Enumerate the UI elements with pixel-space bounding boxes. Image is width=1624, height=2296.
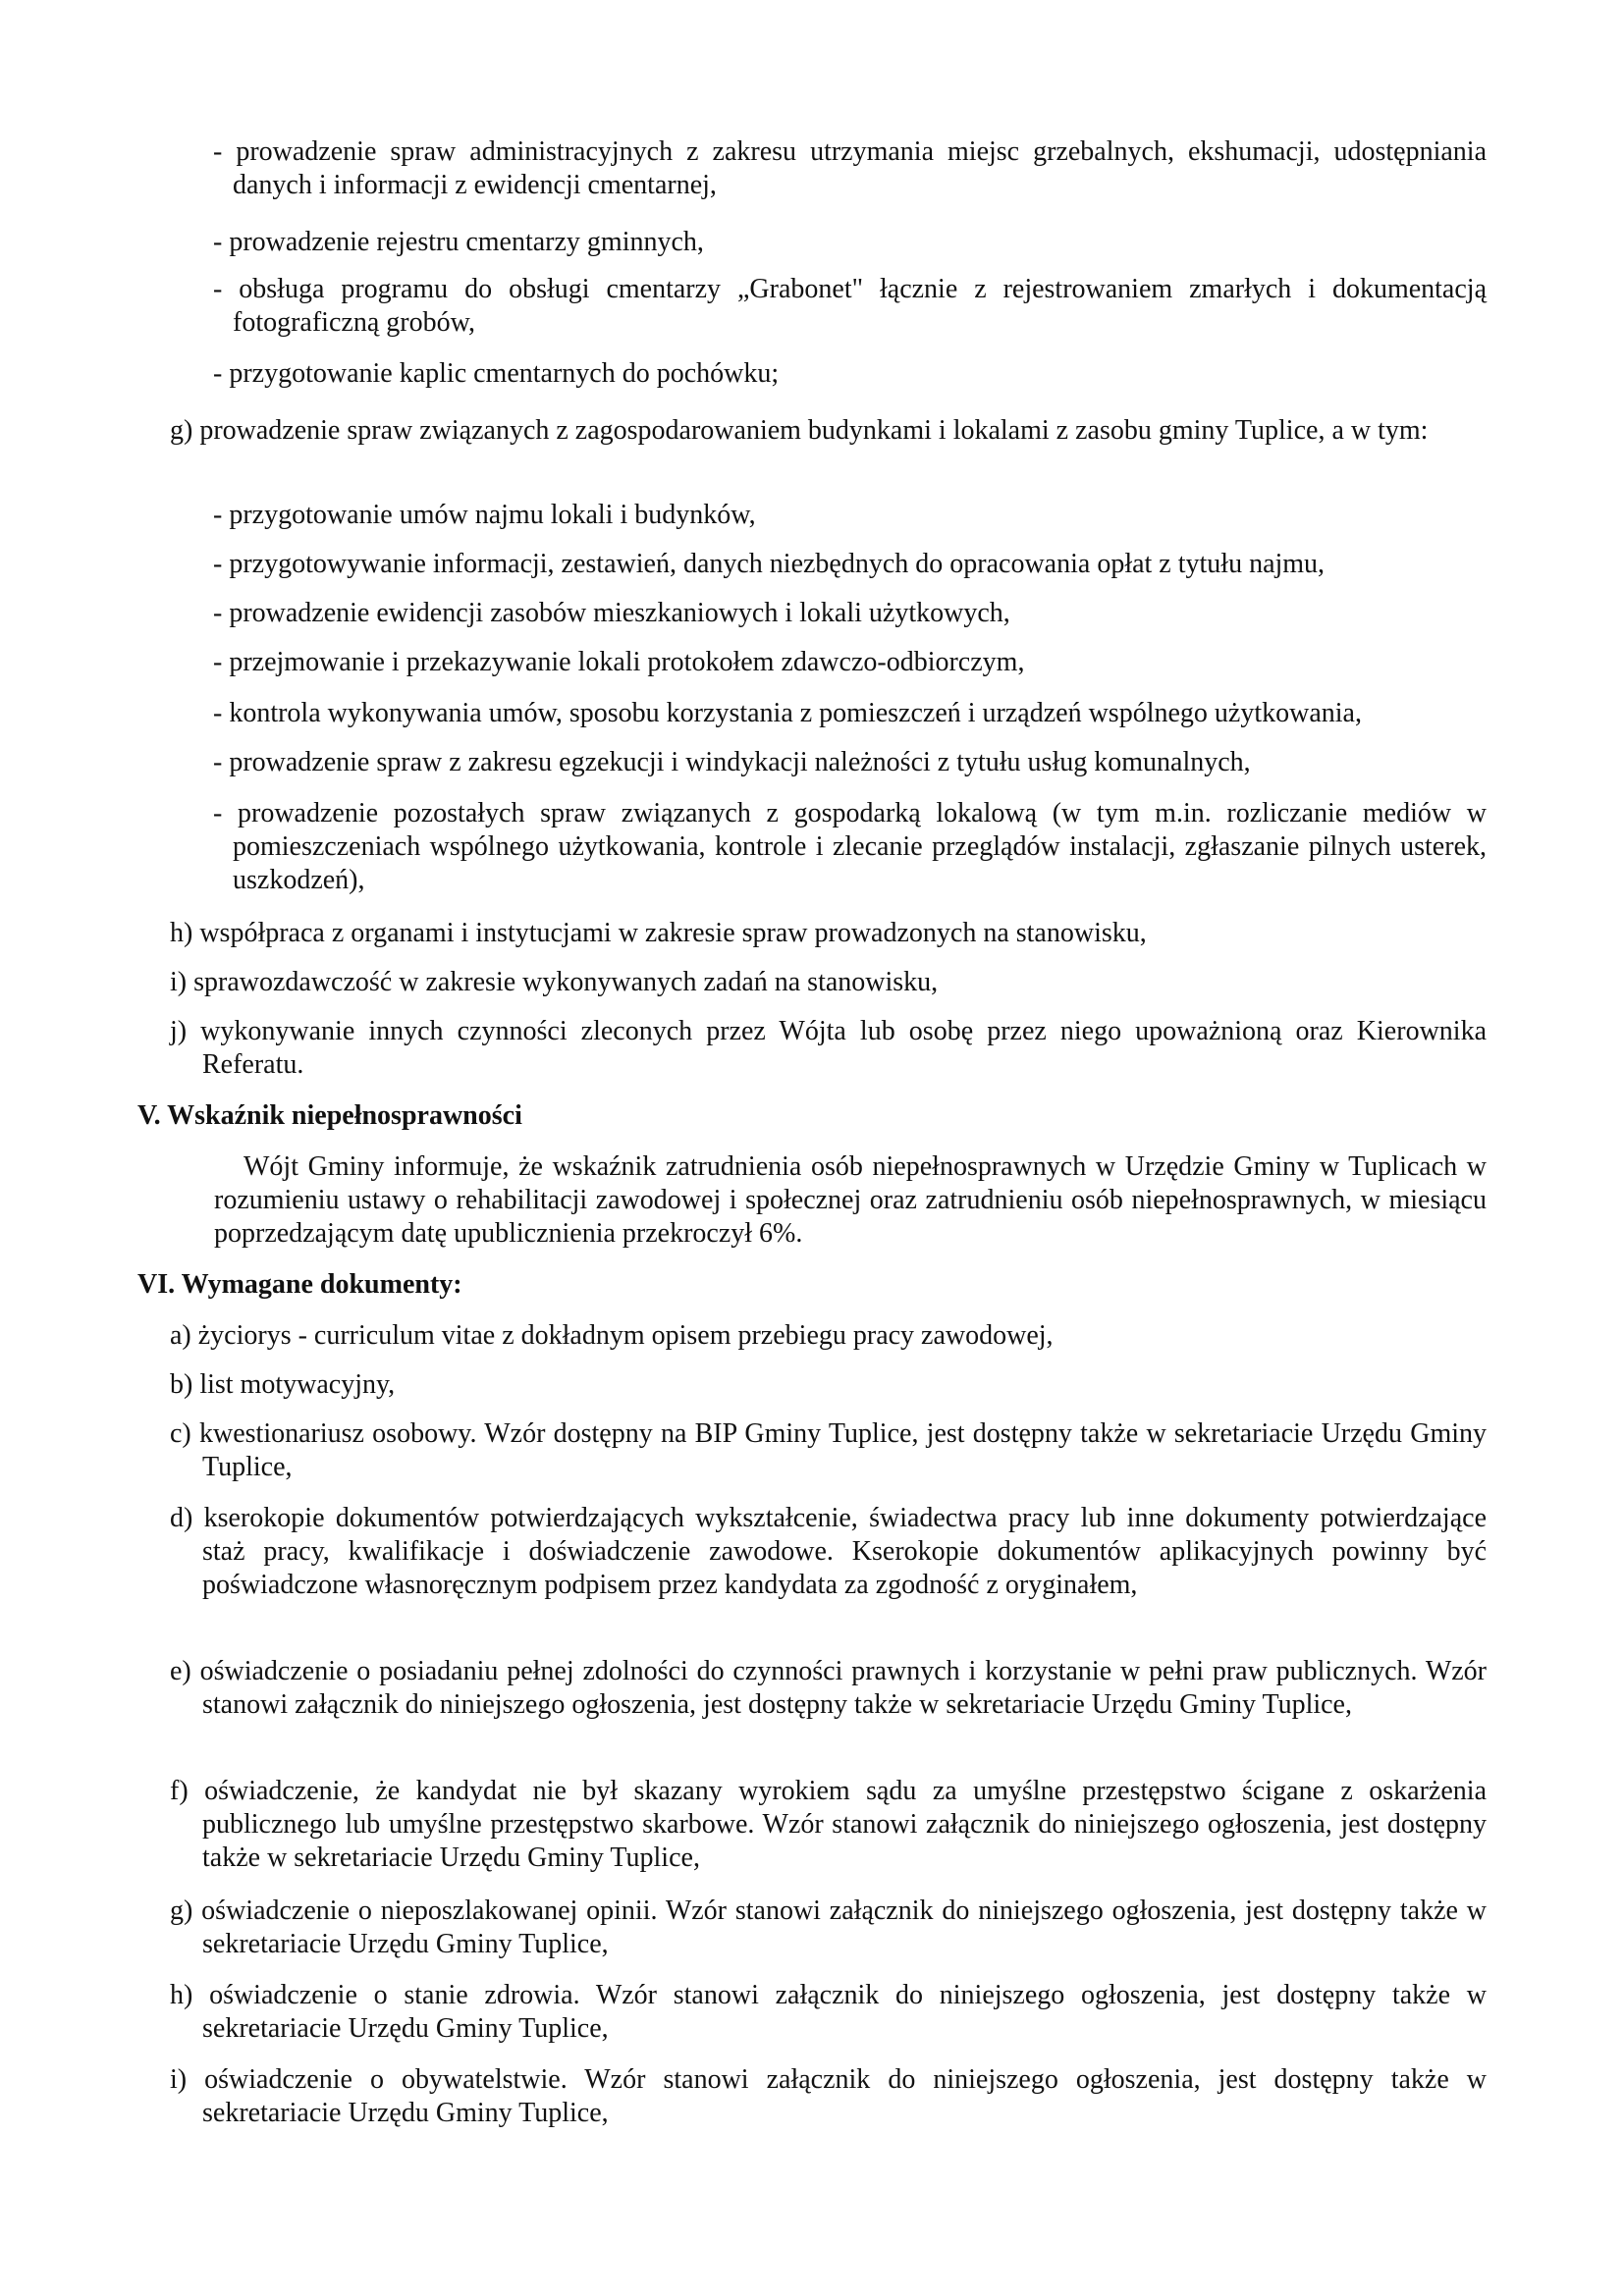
section-heading-v: V. Wskaźnik niepełnosprawności [137,1100,522,1131]
list-item-g: g) prowadzenie spraw związanych z zagospodarowaniem budynkami i lokalami z zasobu gminy Tuplice, a w tym: [170,415,1429,446]
list-item-f: f) oświadczenie, że kandydat nie był skazany wyrokiem sądu za umyślne przestępstwo ścigane z oskarżenia publicznego lub umyślne przestępstwo skarbowe. Wzór stanowi załącznik do niniejszego ogłoszenia, jest dostępny także w sekretariacie Urzędu Gminy Tuplice, [170,1776,1487,1873]
list-item-a: a) życiorys - curriculum vitae z dokładnym opisem przebiegu pracy zawodowej, [170,1320,1054,1351]
section-heading-vi: VI. Wymagane dokumenty: [137,1269,462,1300]
list-item-e: e) oświadczenie o posiadaniu pełnej zdolności do czynności prawnych i korzystanie w pełni praw publicznych. Wzór stanowi załącznik do niniejszego ogłoszenia, jest dostępny także w sekretariacie Urzędu Gminy Tuplice, [170,1656,1487,1720]
list-item: - prowadzenie ewidencji zasobów mieszkaniowych i lokali użytkowych, [213,598,1010,628]
list-item: - obsługa programu do obsługi cmentarzy „Grabonet" łącznie z rejestrowaniem zmarłych i dokumentacją fotograficzną grobów, [213,274,1487,338]
list-item-h: h) współpraca z organami i instytucjami w zakresie spraw prowadzonych na stanowisku, [170,918,1147,948]
list-item: - prowadzenie spraw administracyjnych z zakresu utrzymania miejsc grzebalnych, ekshumacji, udostępniania danych i informacji z ewidencji cmentarnej, [213,136,1487,200]
list-item: - przygotowanie kaplic cmentarnych do pochówku; [213,358,780,389]
list-item-j: j) wykonywanie innych czynności zleconych przez Wójta lub osobę przez niego upoważnioną oraz Kierownika Referatu. [170,1016,1487,1080]
list-item-b: b) list motywacyjny, [170,1369,396,1400]
list-item: - prowadzenie rejestru cmentarzy gminnych, [213,227,704,257]
list-item-c: c) kwestionariusz osobowy. Wzór dostępny na BIP Gminy Tuplice, jest dostępny także w sekretariacie Urzędu Gminy Tuplice, [170,1418,1487,1482]
list-item: - kontrola wykonywania umów, sposobu korzystania z pomieszczeń i urządzeń wspólnego użytkowania, [213,698,1362,728]
section-v-text: Wójt Gminy informuje, że wskaźnik zatrudnienia osób niepełnosprawnych w Urzędzie Gminy w Tuplicach w rozumieniu ustawy o rehabilitacji zawodowej i społecznej oraz zatrudnieniu osób niepełnosprawnych, w miesiącu poprzedzającym datę upublicznienia przekroczył 6%. [214,1151,1487,1249]
list-item: - przygotowywanie informacji, zestawień, danych niezbędnych do opracowania opłat z tytułu najmu, [213,549,1326,579]
list-item-h: h) oświadczenie o stanie zdrowia. Wzór stanowi załącznik do niniejszego ogłoszenia, jest dostępny także w sekretariacie Urzędu Gminy Tuplice, [170,1980,1487,2044]
list-item-d: d) kserokopie dokumentów potwierdzających wykształcenie, świadectwa pracy lub inne dokumenty potwierdzające staż pracy, kwalifikacje i doświadczenie zawodowe. Kserokopie dokumentów aplikacyjnych powinny być poświadczone własnoręcznym podpisem przez kandydata za zgodność z oryginałem, [170,1503,1487,1600]
list-item-i: i) sprawozdawczość w zakresie wykonywanych zadań na stanowisku, [170,967,939,997]
list-item: - przejmowanie i przekazywanie lokali protokołem zdawczo-odbiorczym, [213,647,1025,677]
list-item: - przygotowanie umów najmu lokali i budynków, [213,500,756,530]
list-item-g: g) oświadczenie o nieposzlakowanej opinii. Wzór stanowi załącznik do niniejszego ogłoszenia, jest dostępny także w sekretariacie Urzędu Gminy Tuplice, [170,1896,1487,1959]
list-item-i: i) oświadczenie o obywatelstwie. Wzór stanowi załącznik do niniejszego ogłoszenia, jest dostępny także w sekretariacie Urzędu Gminy Tuplice, [170,2064,1487,2128]
list-item: - prowadzenie pozostałych spraw związanych z gospodarką lokalową (w tym m.in. rozliczanie mediów w pomieszczeniach wspólnego użytkowania, kontrole i zlecanie przeglądów instalacji, zgłaszanie pilnych usterek, uszkodzeń), [213,798,1487,895]
list-item: - prowadzenie spraw z zakresu egzekucji i windykacji należności z tytułu usług komunalnych, [213,747,1251,777]
